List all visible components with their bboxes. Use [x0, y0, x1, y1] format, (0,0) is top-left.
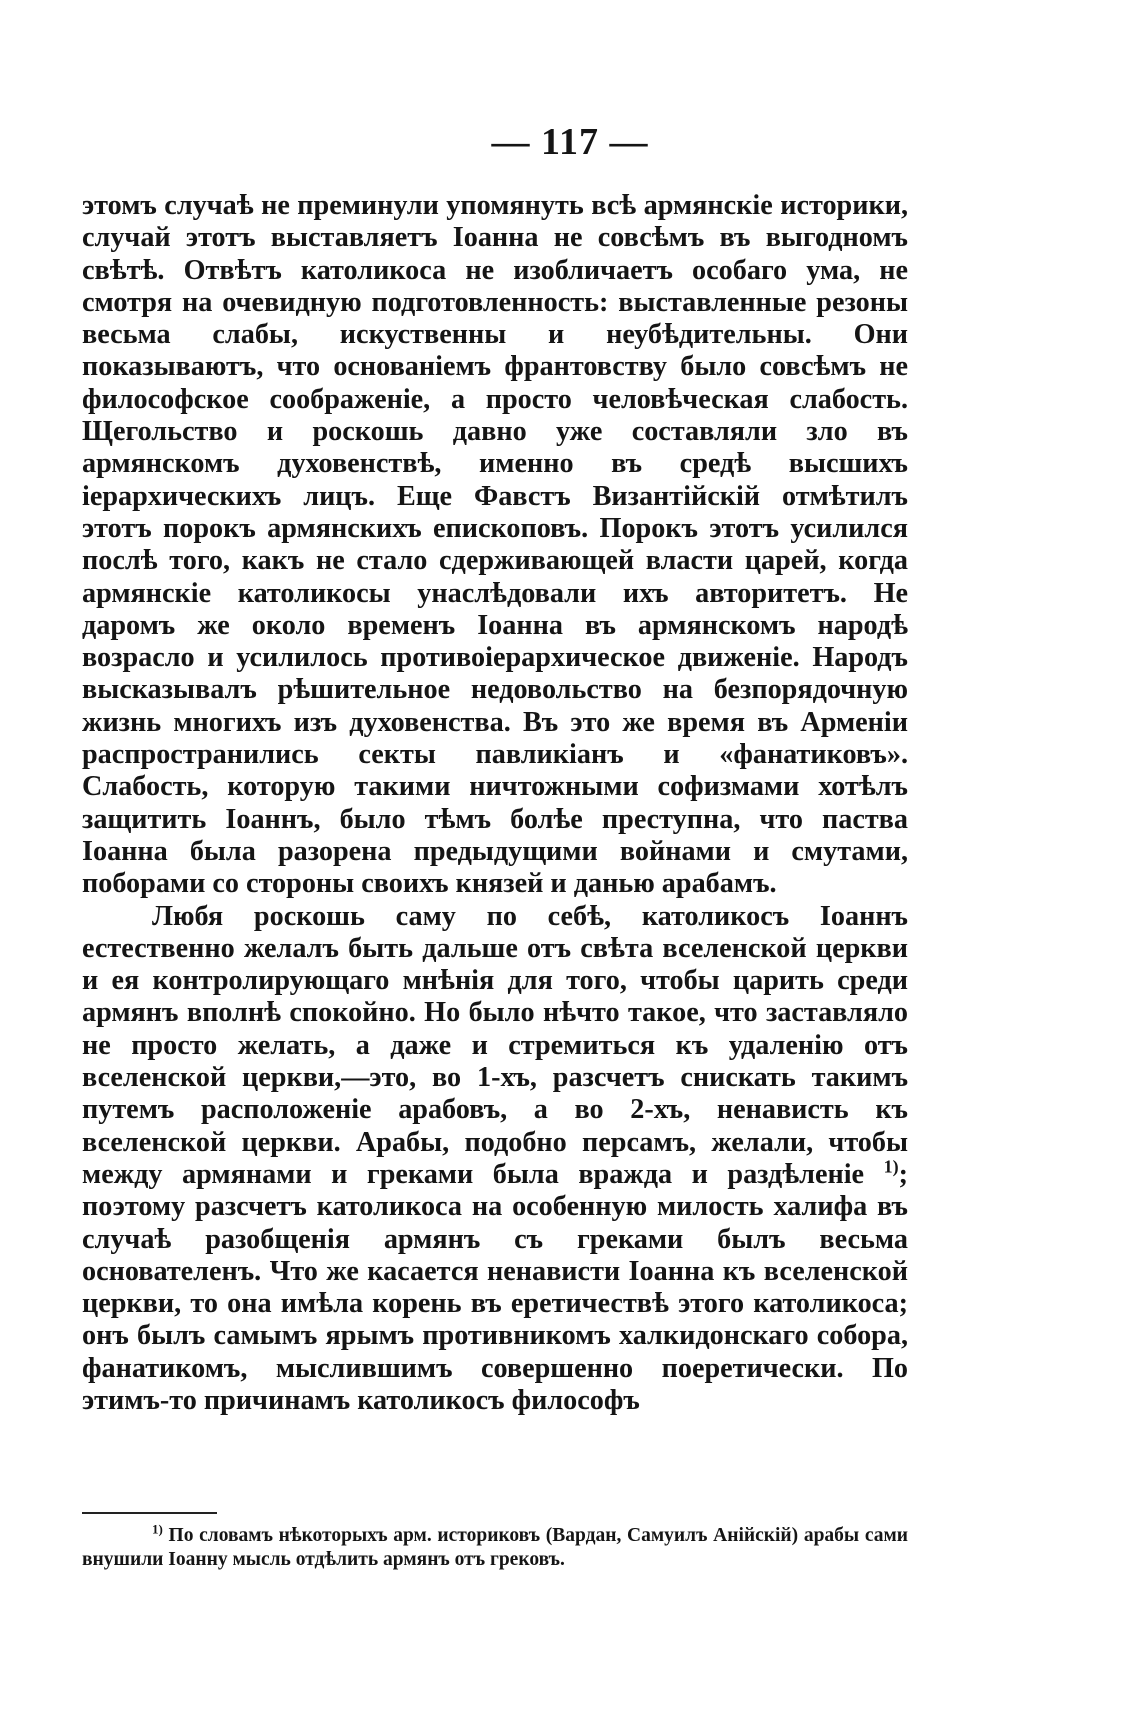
footnote-marker: 1)	[152, 1521, 163, 1537]
main-text	[82, 190, 908, 1417]
paragraph-1: этомъ случаѣ не преминули упомянуть всѣ армянскіе историки, случай этотъ выставляетъ Іоанна не совсѣмъ въ выгодномъ свѣтѣ. Отвѣтъ католикоса не изобличаетъ особаго ума, не смотря на очевидную подготовленность: выставленные резоны весьма слабы, искуственны и неубѣдительны. Они показываютъ, что основаніемъ франтовству было совсѣмъ не философское соображеніе, а просто человѣческая слабость. Щегольство и роскошь давно уже составляли зло въ армянскомъ духовенствѣ, именно въ средѣ высшихъ іерархическихъ лицъ. Еще Фавстъ Византійскій отмѣтилъ этотъ порокъ армянскихъ епископовъ. Порокъ этотъ усилился послѣ того, какъ не стало сдерживающей власти царей, когда армянскіе католикосы унаслѣдовали ихъ авторитетъ. Не даромъ же около временъ Іоанна въ армянскомъ народѣ возрасло и усилилось противоіерархическое движеніе. Народъ высказывалъ рѣшительное недовольство на безпорядочную жизнь многихъ изъ духовенства. Въ это же время въ Арменіи распространились секты павликіанъ и «фанатиковъ». Слабость, которую такими ничтожными софизмами хотѣлъ защитить Іоаннъ, было тѣмъ болѣе преступна, что паства Іоанна была разорена предыдущими войнами и смутами, поборами со стороны своихъ князей и данью арабамъ.	[82, 190, 908, 900]
footnote-reference: 1)	[883, 1156, 899, 1177]
footnote-separator	[82, 1512, 217, 1514]
paragraph-2-text-start: Любя роскошь саму по себѣ, католикосъ Іоаннъ естественно желалъ быть дальше отъ свѣта вселенской церкви и ея контролирующаго мнѣнія для того, чтобы царить среди армянъ вполнѣ спокойно. Но было нѣчто такое, что заставляло не просто желать, а даже и стремиться къ удаленію отъ вселенской церкви,—это, во 1-хъ, разсчетъ снискать такимъ путемъ расположеніе арабовъ, а во 2-хъ, ненависть къ вселенской церкви. Арабы, подобно персамъ, желали, чтобы между армянами и греками была вражда и раздѣленіе	[82, 900, 908, 1190]
footnote-text: По словамъ нѣкоторыхъ арм. историковъ (Вардан, Самуилъ Анійскій) арабы сами внушили Іоанну мысль отдѣлить армянъ отъ грековъ.	[82, 1525, 908, 1570]
paragraph-2-text-end: ; поэтому разсчетъ католикоса на особенную милость халифа въ случаѣ разобщенія армянъ съ греками былъ весьма основателенъ. Что же касается ненависти Іоанна къ вселенской церкви, то она имѣла корень въ еретичествѣ этого католикоса; онъ былъ самымъ ярымъ противникомъ халкидонскаго собора, фанатикомъ, мыслившимъ совершенно поеретически. По этимъ-то причинамъ католикосъ философъ	[82, 1158, 908, 1416]
footnote	[82, 1521, 908, 1572]
paragraph-2	[82, 901, 908, 1418]
page-number: — 117 —	[491, 121, 649, 163]
